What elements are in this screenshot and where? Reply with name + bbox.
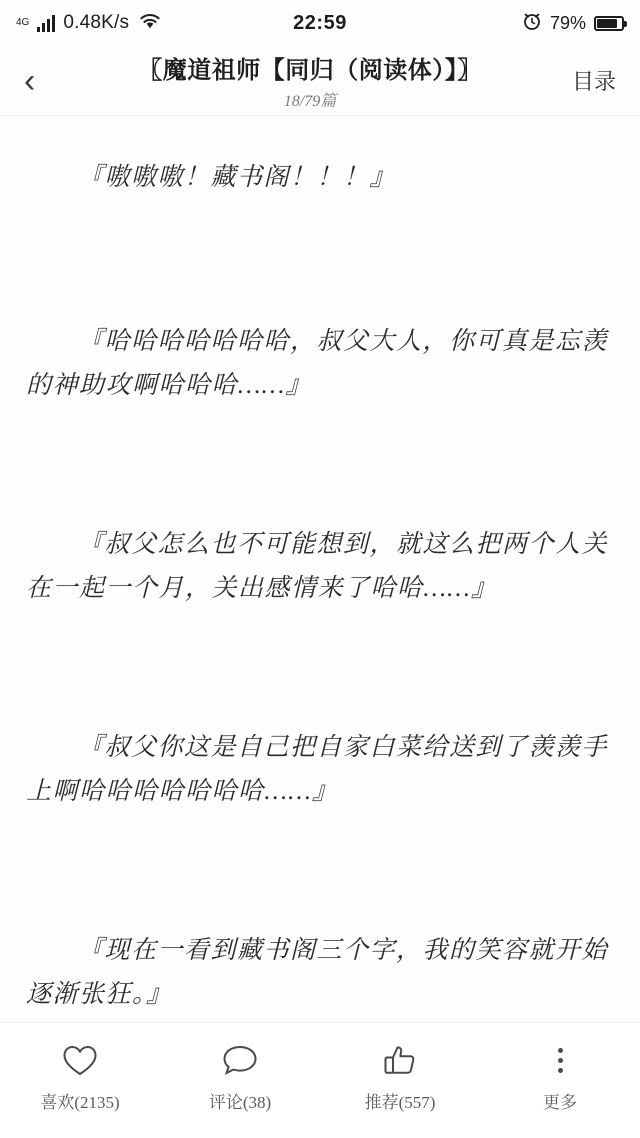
- recommend-label: 推荐(557): [364, 1092, 436, 1112]
- network-speed-label: 0.48K/s: [63, 12, 130, 33]
- app-header: [0, 46, 640, 116]
- thumbs-up-icon: [383, 1043, 417, 1079]
- more-label: 更多: [543, 1092, 577, 1112]
- comment-button[interactable]: [160, 1043, 320, 1113]
- paragraph: 『嗷嗷嗷！藏书阁！！！』: [78, 164, 397, 191]
- recommend-button[interactable]: [320, 1043, 480, 1113]
- status-bar: [0, 0, 640, 46]
- paragraph: 『叔父你这是自己把自家白菜给送到了羡羡手上啊哈哈哈哈哈哈哈……』: [26, 734, 609, 805]
- like-label: 喜欢(2135): [40, 1092, 120, 1112]
- bottom-action-bar: [0, 1022, 640, 1138]
- battery-percent-label: 79%: [549, 12, 586, 33]
- comment-bubble-icon: [222, 1043, 258, 1079]
- chapter-progress-label: 18/79篇: [283, 93, 337, 110]
- status-bar-clock: 22:59: [293, 11, 347, 34]
- back-button[interactable]: ‹: [24, 61, 36, 100]
- more-dots-icon: [558, 1043, 563, 1079]
- comment-label: 评论(38): [208, 1092, 272, 1112]
- heart-icon: [62, 1043, 98, 1079]
- network-type-label: 4G: [16, 16, 30, 28]
- paragraph: 『哈哈哈哈哈哈哈，叔父大人，你可真是忘羡的神助攻啊哈哈哈……』: [26, 328, 609, 399]
- like-button[interactable]: [0, 1043, 160, 1113]
- paragraph: 『现在一看到藏书阁三个字，我的笑容就开始逐渐张狂。』: [26, 937, 609, 1008]
- paragraph: 『叔父怎么也不可能想到，就这么把两个人关在一起一个月，关出感情来了哈哈……』: [26, 531, 609, 602]
- article-body[interactable]: [0, 116, 640, 1022]
- header-title-group: [70, 50, 550, 111]
- page-title: 〖魔道祖师【同归（阅读体）】〗: [138, 58, 482, 84]
- battery-icon: [594, 16, 624, 31]
- more-button[interactable]: [480, 1043, 640, 1113]
- catalog-button[interactable]: 目录: [571, 69, 616, 94]
